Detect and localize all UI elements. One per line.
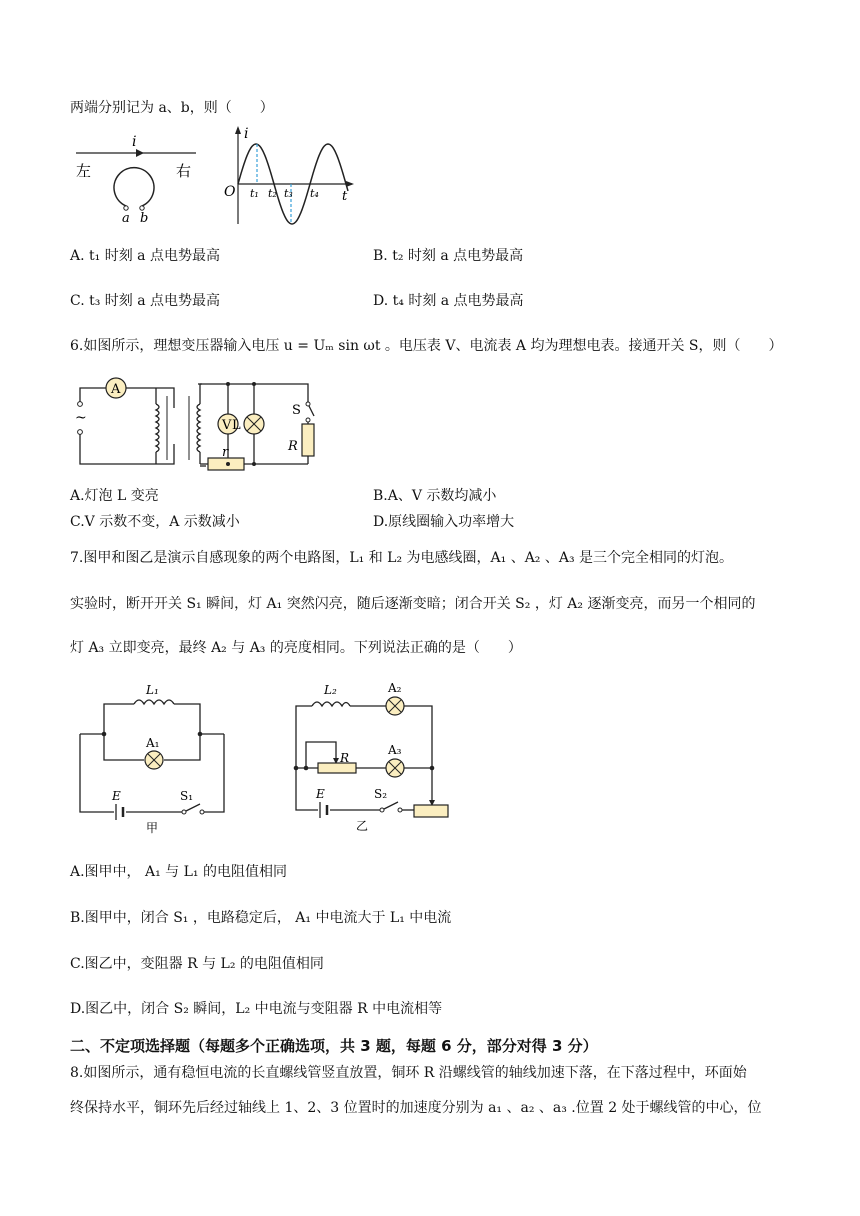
- q7-option-d: D.图乙中，闭合 S₂ 瞬间，L₂ 中电流与变阻器 R 中电流相等: [70, 1001, 443, 1017]
- q7-circuit-yi: [290, 682, 460, 832]
- resistor-R: [302, 424, 314, 456]
- svg-text:O: O: [224, 184, 236, 200]
- svg-text:t₃: t₃: [284, 187, 293, 200]
- svg-text:r: r: [222, 445, 229, 460]
- q8-line-1: 8.如图所示，通有稳恒电流的长直螺线管竖直放置，铜环 R 沿螺线管的轴线加速下落，在下落过程中，环面始: [70, 1065, 747, 1081]
- q6-option-d: D.原线圈输入功率增大: [373, 514, 515, 530]
- svg-text:t₄: t₄: [310, 187, 319, 200]
- q6-option-b: B.A、V 示数均减小: [373, 488, 497, 504]
- label-left: 左: [76, 162, 92, 180]
- q7-stem-line-3: 灯 A₃ 立即变亮，最终 A₂ 与 A₃ 的亮度相同。下列说法正确的是（ ）: [70, 640, 522, 656]
- svg-text:A₁: A₁: [146, 736, 160, 750]
- svg-text:E: E: [112, 789, 121, 803]
- svg-text:t: t: [342, 189, 348, 204]
- q7-circuit-jia: [76, 684, 236, 834]
- q6-option-a: A.灯泡 L 变亮: [70, 488, 159, 504]
- q7-option-c: C.图乙中，变阻器 R 与 L₂ 的电阻值相同: [70, 956, 324, 972]
- q5-option-c: C. t₃ 时刻 a 点电势最高: [70, 293, 221, 309]
- label-right: 右: [176, 162, 192, 180]
- q5-option-b: B. t₂ 时刻 a 点电势最高: [373, 248, 524, 264]
- q7-option-b: B.图甲中，闭合 S₁ ，电路稳定后， A₁ 中电流大于 L₁ 中电流: [70, 910, 452, 926]
- svg-text:甲: 甲: [146, 821, 159, 835]
- svg-text:S: S: [292, 403, 301, 418]
- svg-text:L₁: L₁: [146, 683, 159, 697]
- section-2-heading: 二、不定项选择题（每题多个正确选项，共 3 题，每题 6 分，部分对得 3 分）: [70, 1037, 598, 1055]
- q7-stem-line-2: 实验时，断开开关 S₁ 瞬间，灯 A₁ 突然闪亮，随后逐渐变暗；闭合开关 S₂ ，灯 A₂ 逐渐变亮，而另一个相同的: [70, 596, 756, 612]
- svg-text:E: E: [316, 787, 325, 801]
- q5-ring-figure: [70, 128, 200, 228]
- svg-text:L: L: [232, 418, 241, 433]
- svg-text:R: R: [288, 439, 298, 454]
- q6-option-c: C.V 示数不变，A 示数减小: [70, 514, 240, 530]
- svg-text:t₂: t₂: [268, 187, 277, 200]
- svg-text:V: V: [222, 418, 232, 433]
- svg-text:b: b: [140, 211, 149, 226]
- svg-text:R: R: [340, 751, 350, 765]
- svg-text:S₂: S₂: [374, 787, 388, 801]
- svg-text:a: a: [122, 211, 130, 226]
- svg-text:A: A: [111, 382, 121, 397]
- svg-text:A₃: A₃: [388, 743, 402, 757]
- svg-text:L₂: L₂: [324, 683, 337, 697]
- q5-option-d: D. t₄ 时刻 a 点电势最高: [373, 293, 524, 309]
- q8-line-2: 终保持水平，铜环先后经过轴线上 1、2、3 位置时的加速度分别为 a₁ 、a₂ 、a₃ .位置 2 处于螺线管的中心，位: [70, 1100, 762, 1116]
- q5-option-a: A. t₁ 时刻 a 点电势最高: [70, 248, 220, 264]
- rheostat-R: [318, 763, 356, 773]
- q6-stem: 6.如图所示，理想变压器输入电压 u = Uₘ sin ωt 。电压表 V、电流表 A 均为理想电表。接通开关 S，则（ ）: [70, 338, 783, 354]
- svg-text:A₂: A₂: [388, 681, 402, 695]
- copper-ring: [114, 168, 154, 206]
- rheostat-right: [414, 805, 448, 817]
- q7-stem-line-1: 7.图甲和图乙是演示自感现象的两个电路图，L₁ 和 L₂ 为电感线圈，A₁ 、A₂ 、A₃ 是三个完全相同的灯泡。: [70, 550, 734, 566]
- svg-text:t₁: t₁: [250, 187, 259, 200]
- svg-text:~: ~: [75, 410, 87, 426]
- svg-text:i: i: [244, 126, 249, 142]
- q6-transformer-circuit: [70, 374, 320, 470]
- svg-text:乙: 乙: [356, 819, 369, 833]
- current-label-i: i: [132, 134, 137, 150]
- q5-stem-tail: 两端分别记为 a、b，则（ ）: [70, 100, 274, 116]
- q7-option-a: A.图甲中， A₁ 与 L₁ 的电阻值相同: [70, 864, 287, 880]
- svg-text:S₁: S₁: [180, 789, 194, 803]
- q5-current-graph: [218, 124, 358, 224]
